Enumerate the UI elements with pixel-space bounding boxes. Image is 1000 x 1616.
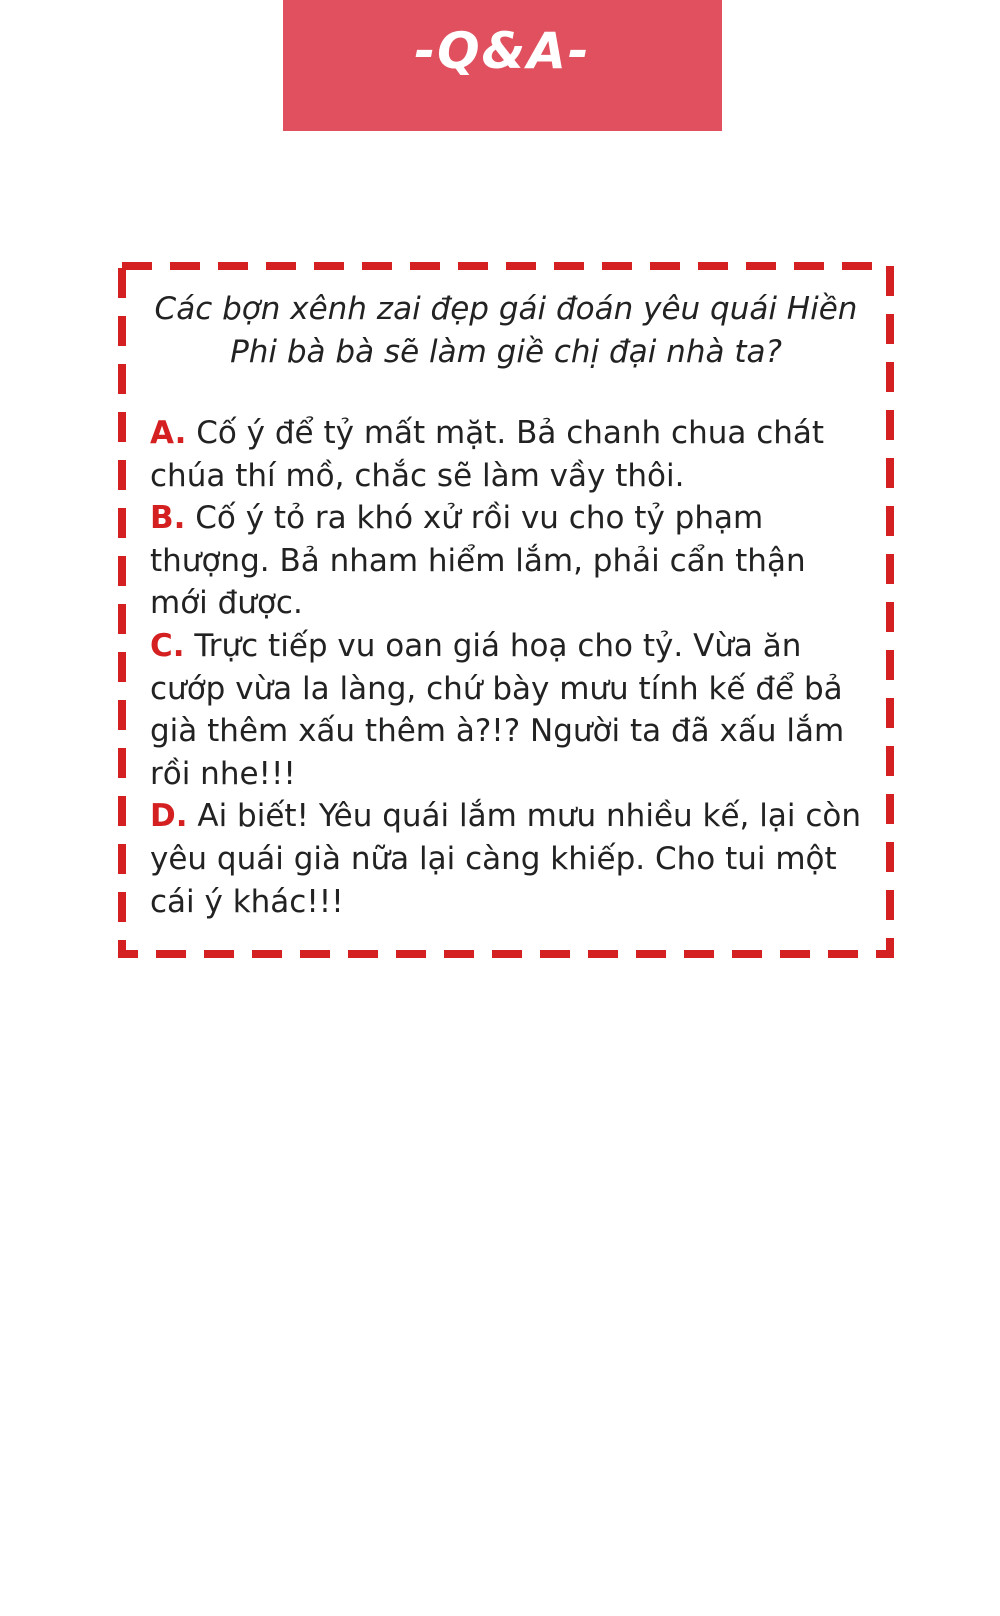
option-d — [150, 795, 864, 923]
option-b-letter: B. — [150, 500, 186, 537]
option-c-text: Trực tiếp vu oan giá hoạ cho tỷ. Vừa ăn cướp vừa la làng, chứ bày mưu tính kế để bả già thêm xấu thêm à?!? Người ta đã xấu lắm rồi nhe!!! — [150, 627, 845, 792]
option-d-text: Ai biết! Yêu quái lắm mưu nhiều kế, lại còn yêu quái già nữa lại càng khiếp. Cho tui một cái ý khác!!! — [150, 798, 861, 920]
option-c — [150, 625, 864, 795]
header-title: -Q&A- — [414, 22, 591, 80]
option-a — [150, 412, 864, 497]
option-d-letter: D. — [150, 798, 188, 835]
question-text: Các bợn xênh zai đẹp gái đoán yêu quái Hiền Phi bà bà sẽ làm giề chị đại nhà ta? — [154, 291, 858, 370]
option-a-text: Cố ý để tỷ mất mặt. Bả chanh chua chát chúa thí mồ, chắc sẽ làm vầy thôi. — [150, 415, 825, 494]
option-c-letter: C. — [150, 627, 185, 664]
option-b-text: Cố ý tỏ ra khó xử rồi vu cho tỷ phạm thượng. Bả nham hiểm lắm, phải cẩn thận mới được. — [150, 500, 806, 622]
option-a-letter: A. — [150, 415, 187, 451]
qa-box — [118, 262, 894, 958]
options-list — [150, 412, 864, 923]
option-b — [150, 497, 864, 625]
header-banner — [283, 0, 722, 131]
